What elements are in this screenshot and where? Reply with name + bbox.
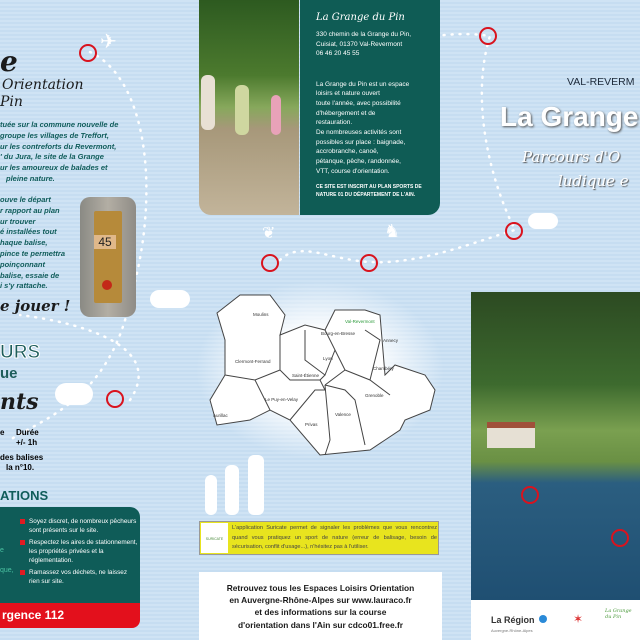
suricate-box [199, 521, 439, 555]
region-logo-text: La Région [491, 615, 535, 625]
info-desc-line: possibles sur place : baignade, [316, 138, 406, 146]
lodge-building [487, 422, 535, 448]
suricate-logo [201, 523, 228, 553]
intro-line: groupe les villages de Treffort, [0, 130, 109, 140]
region-logo [491, 609, 547, 634]
info-note: CE SITE EST INSCRIT AU PLAN SPORTS DE NATURE 01 DU DÉPARTEMENT DE L'AIN. [316, 183, 422, 198]
city-label: Aurillac [213, 413, 228, 418]
region-map [195, 280, 445, 460]
checkpoint-marker [505, 222, 523, 240]
city-label: Grenoble [365, 393, 384, 398]
city-label: Valence [335, 412, 351, 417]
rules-line: poinçonnant [0, 259, 45, 269]
info-desc-line: De nombreuses activités sont [316, 129, 402, 137]
emergency-banner [0, 603, 140, 628]
rec-item [20, 538, 138, 565]
footer-box [199, 572, 442, 640]
city-label: Chambéry [373, 366, 394, 371]
rec-text: Respectez les aires de stationnement, les propriétés privées et la réglementation. [29, 539, 138, 564]
suricate-text: L'application Suricate permet de signaler les problèmes que vous rencontrez quand vous pratiquez un sport de nature (erreur de balisage, besoin de sécurisation, conflit d'usage...), n'hésitez pas à l'utiliser. [232, 525, 437, 550]
city-label: Bourg-en-Bresse [321, 331, 356, 336]
city-label: Saint-Étienne [292, 373, 320, 378]
orientation-logo: ✶ [573, 612, 584, 626]
balises-note-line: des balises [0, 453, 44, 462]
lake-photo [471, 292, 640, 600]
rules-line: haque balise, [0, 238, 48, 248]
city-label: Moulins [253, 312, 269, 317]
left-subtitle-2: Pin [0, 94, 23, 110]
rec-fragment: que, [0, 567, 14, 574]
beacon-number: 45 [94, 235, 116, 249]
recommendations-title: ATIONS [0, 488, 49, 503]
city-label: Lyon [323, 356, 333, 361]
intro-line: ' du Jura, le site de la Grange [0, 152, 104, 162]
balises-note [0, 453, 43, 473]
info-phone: 06 46 20 45 55 [316, 50, 360, 57]
rec-text: Soyez discret, de nombreux pêcheurs sont présents sur le site. [29, 518, 137, 534]
city-label: Clermont-Ferrand [235, 359, 271, 364]
cloud-icon [150, 290, 190, 308]
info-desc-line: La Grange du Pin est un espace [316, 80, 410, 88]
checkpoint-marker [79, 44, 97, 62]
rules-line: ur trouver [0, 216, 36, 226]
deer-icon: ♞ [384, 221, 401, 241]
balises-note-line: la n°10. [6, 463, 35, 472]
info-panel [300, 0, 440, 215]
hikers-silhouette [200, 455, 280, 515]
rec-item [20, 517, 138, 535]
checkpoint-marker [479, 27, 497, 45]
city-label-highlight: Val-Revermont [345, 319, 375, 324]
duration-value: +/- 1h [16, 438, 38, 447]
course-subheading: ue [0, 365, 18, 382]
logos-bar [471, 600, 640, 640]
left-panel [0, 40, 195, 320]
intro-line: ur les amoureux de balades et [0, 163, 108, 173]
info-address-2: Cuisiat, 01370 Val-Revermont [316, 40, 403, 48]
cloud-icon [528, 213, 558, 229]
rec-fragment: e [0, 547, 4, 554]
checkpoint-marker [611, 529, 629, 547]
grange-logo-text: La Grange du Pin [605, 608, 632, 620]
rules-line: i s'y rattache. [0, 281, 48, 291]
info-desc-line: restauration. [316, 119, 353, 127]
duration-label: Durée [16, 428, 39, 437]
intro-line: pleine nature. [6, 173, 55, 183]
info-name: La Grange du Pin [316, 12, 405, 23]
region-logo-badge [539, 615, 547, 623]
info-desc-line: toute l'année, avec possibilité [316, 99, 401, 107]
checkpoint-marker [106, 390, 124, 408]
beacon-photo [80, 197, 136, 317]
left-subtitle-1: Orientation [2, 77, 84, 93]
info-address-1: 330 chemin de la Grange du Pin, [316, 31, 412, 38]
course-script: nts [0, 389, 39, 415]
butterfly-icon: ❦ [262, 225, 276, 242]
checkpoint-marker [360, 254, 378, 272]
info-desc-line: d'hébergement et de [316, 109, 376, 117]
recommendations-panel [0, 507, 140, 603]
footer-line[interactable]: d'orientation dans l'Ain sur cdco01.free.fr [237, 619, 403, 630]
emergency-number: rgence 112 [2, 608, 65, 622]
bird-icon: ✈ [100, 31, 117, 53]
rules-line: é installées tout [0, 227, 57, 237]
intro-line: ur les contreforts du Revermont, [0, 141, 117, 151]
rules-line: balise, essaie de [0, 270, 60, 280]
rec-text: Ramassez vos déchets, ne laissez rien sur site. [29, 569, 128, 585]
rules-line: r rapport au plan [0, 205, 60, 215]
cover-location: VAL-REVERM [567, 76, 635, 88]
footer-line: Retrouvez tous les Espaces Loisirs Orientation [226, 583, 415, 593]
city-label: Annecy [383, 338, 399, 343]
col1-label: e [0, 428, 5, 437]
checkpoint-marker [521, 486, 539, 504]
map-labels [195, 280, 445, 460]
cover-subtitle-2: ludique e [558, 172, 629, 190]
rules-line: pince te permettra [0, 248, 66, 258]
left-intro [0, 120, 118, 185]
family-photo [199, 0, 299, 215]
left-title: e [0, 45, 18, 78]
cloud-icon [55, 383, 93, 405]
cover-subtitle-1: Parcours d'O [522, 148, 621, 166]
grange-logo [605, 608, 635, 620]
course-heading: URS [0, 342, 41, 363]
rec-item [20, 568, 138, 586]
info-desc-line: accrobranche, canoë, [316, 148, 379, 156]
info-desc-line: VTT, course d'orientation. [316, 167, 390, 175]
footer-line[interactable]: en Auvergne-Rhône-Alpes sur www.lauraco.fr [229, 595, 412, 606]
left-cta: e jouer ! [0, 297, 71, 315]
left-rules [0, 195, 65, 292]
city-label: Privas [305, 422, 318, 427]
city-label: Le Puy-en-Velay [265, 397, 299, 402]
intro-line: tuée sur la commune nouvelle de [0, 120, 119, 129]
suricate-logo-text: SURICATE [205, 537, 224, 541]
duration [16, 428, 39, 448]
cover-title: La Grange [500, 101, 639, 132]
info-desc-line: loisirs et nature ouvert [316, 90, 380, 98]
info-desc-line: pétanque, pêche, randonnée, [316, 158, 401, 166]
rules-line: ouve le départ [0, 195, 51, 204]
footer-line: et des informations sur la course [254, 607, 387, 618]
checkpoint-marker [261, 254, 279, 272]
region-logo-subtitle: Auvergne-Rhône-Alpes [491, 628, 533, 634]
